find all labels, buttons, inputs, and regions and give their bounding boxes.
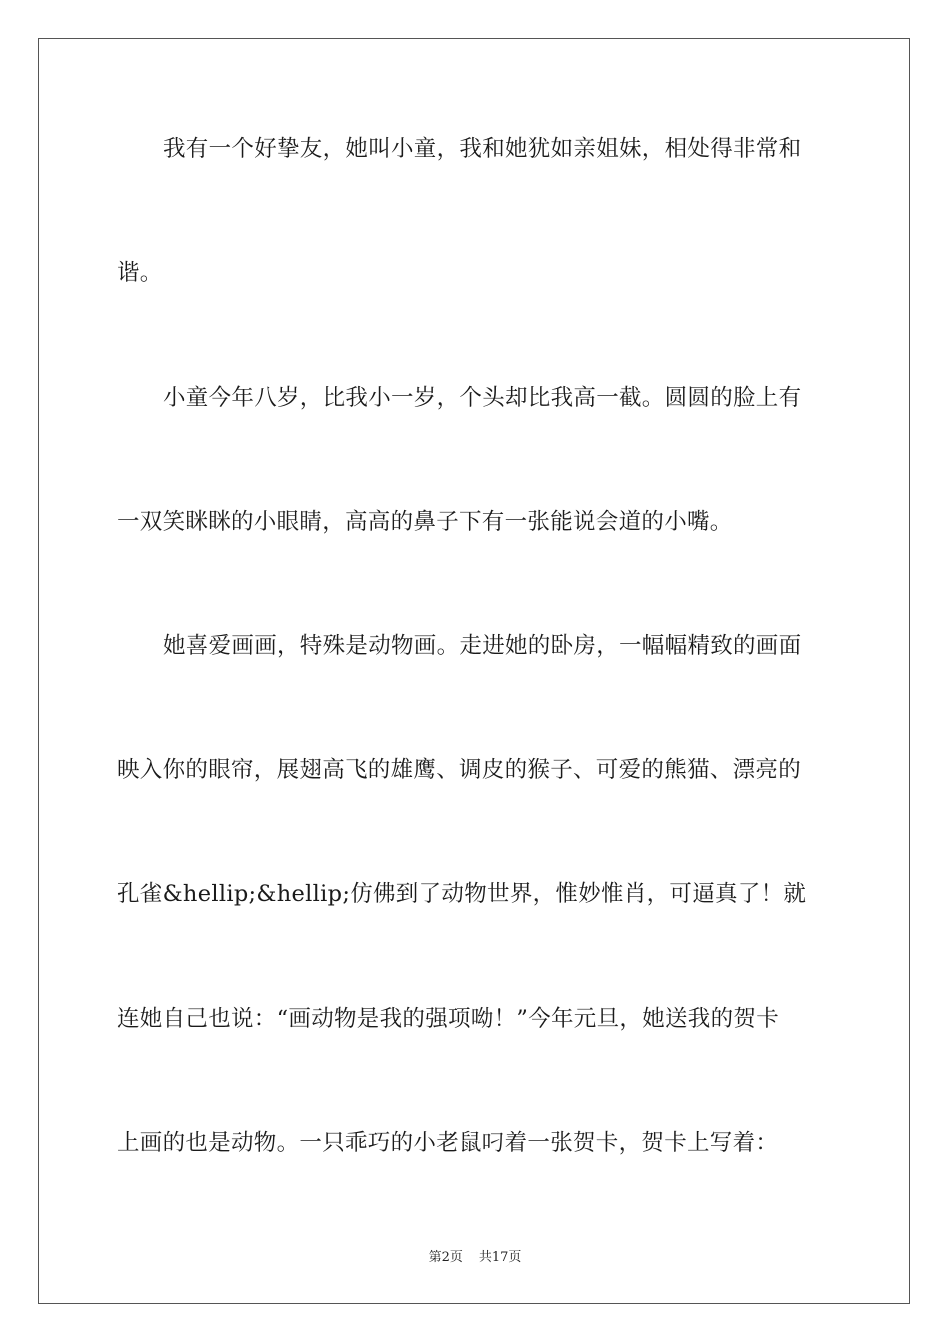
paragraph-1-line-1: 我有一个好挚友，她叫小童，我和她犹如亲姐妹，相处得非常和 <box>163 136 802 162</box>
page-border <box>38 38 910 1304</box>
paragraph-3-line-3: 孔雀&hellip;&hellip;仿佛到了动物世界，惟妙惟肖，可逼真了！就 <box>117 881 807 907</box>
paragraph-3-line-1: 她喜爱画画，特殊是动物画。走进她的卧房，一幅幅精致的画面 <box>163 633 802 659</box>
page-number: 第2页 <box>428 1250 463 1265</box>
paragraph-2-line-2: 一双笑眯眯的小眼睛，高高的鼻子下有一张能说会道的小嘴。 <box>117 509 733 535</box>
paragraph-3-line-5: 上画的也是动物。一只乖巧的小老鼠叼着一张贺卡，贺卡上写着： <box>117 1130 779 1156</box>
total-pages: 共17页 <box>478 1250 522 1265</box>
page-footer <box>0 1246 950 1265</box>
paragraph-2-line-1: 小童今年八岁，比我小一岁，个头却比我高一截。圆圆的脸上有 <box>163 385 802 411</box>
paragraph-3-line-2: 映入你的眼帘，展翅高飞的雄鹰、调皮的猴子、可爱的熊猫、漂亮的 <box>117 757 802 783</box>
paragraph-1-line-2: 谐。 <box>117 260 163 286</box>
paragraph-3-line-4: 连她自己也说：“画动物是我的强项呦！”今年元旦，她送我的贺卡 <box>117 1006 780 1032</box>
